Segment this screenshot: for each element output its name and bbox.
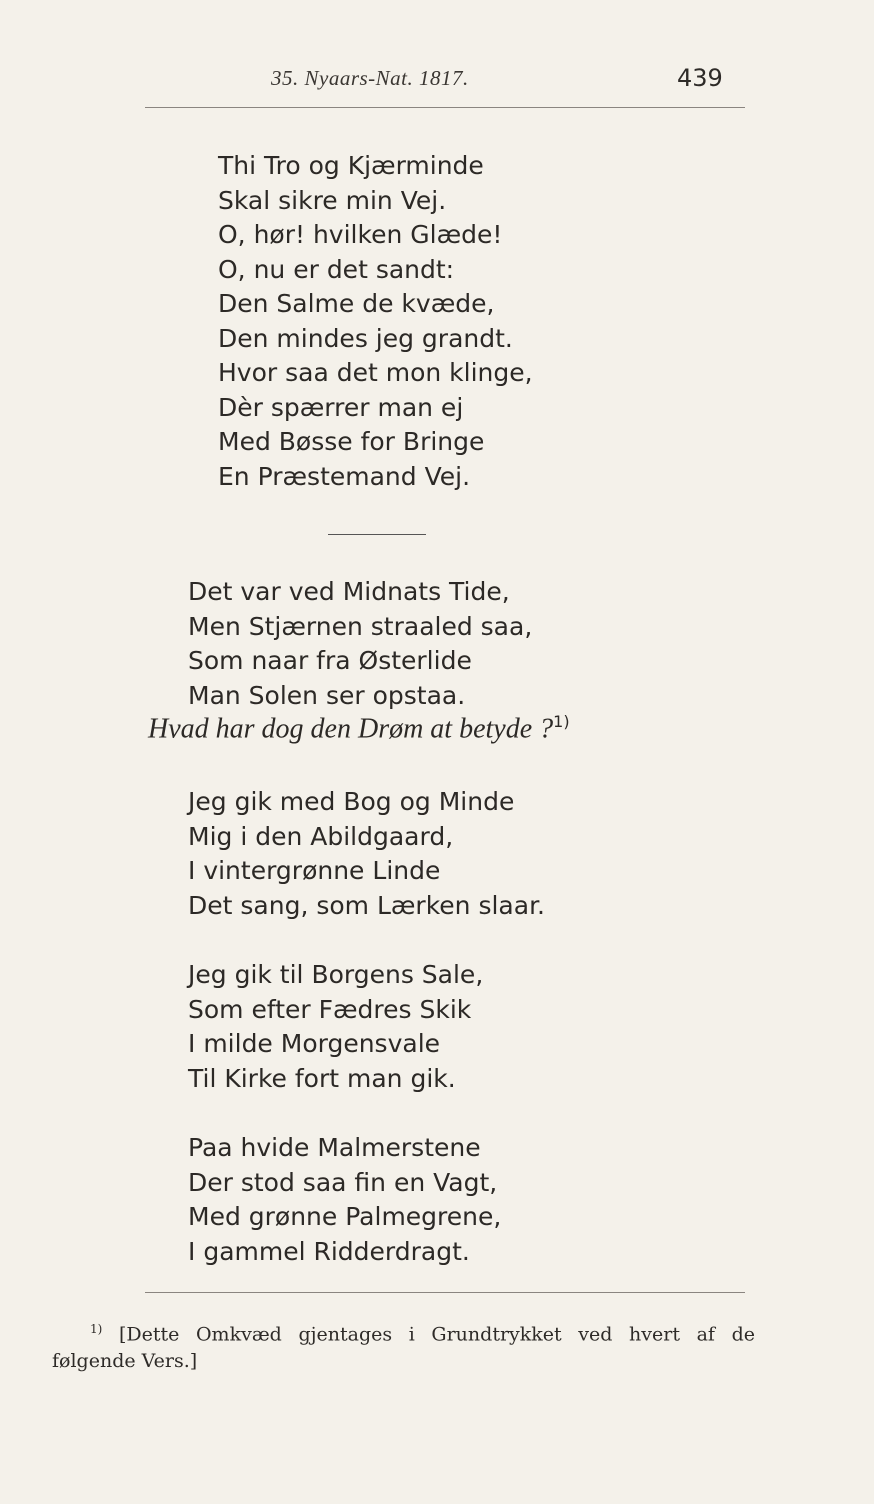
verse-line: Thi Tro og Kjærminde [218, 151, 484, 180]
verse-line: I gammel Ridderdragt. [188, 1236, 470, 1266]
stanza-1 [218, 149, 533, 494]
verse-line: I milde Morgensvale [188, 1029, 441, 1058]
running-head-title: 35. Nyaars-Nat. 1817. [271, 66, 469, 90]
section-divider [328, 534, 426, 535]
stanza-2 [188, 575, 532, 713]
footnote-line-1 [90, 1316, 755, 1348]
header-rule [145, 107, 745, 108]
verse-line: Som efter Fædres Skik [188, 994, 472, 1024]
verse-line: Hvor saa det mon klinge, [218, 358, 533, 387]
verse-line: Som naar fra Østerlide [188, 646, 472, 675]
refrain-line [148, 712, 570, 745]
verse-line: O, hør! hvilken Glæde! [218, 220, 503, 249]
verse-line: En Præstemand Vej. [218, 461, 471, 491]
footnote-marker: 1) [90, 1322, 103, 1336]
verse-line: Den mindes jeg grandt. [218, 323, 513, 353]
verse-line: Man Solen ser opstaa. [188, 680, 466, 710]
verse-line: Mig i den Abildgaard, [188, 821, 454, 851]
verse-line: Til Kirke fort man gik. [188, 1063, 456, 1093]
verse-line: Den Salme de kvæde, [218, 289, 495, 318]
verse-line: Det sang, som Lærken slaar. [188, 890, 546, 920]
stanza-4 [188, 958, 483, 1096]
stanza-3 [188, 785, 545, 923]
footnote-rule [145, 1292, 745, 1293]
footnote-text-2: følgende Vers.] [52, 1350, 198, 1373]
verse-line: Jeg gik til Borgens Sale, [188, 960, 484, 989]
running-head [0, 66, 874, 106]
verse-line: O, nu er det sandt: [218, 254, 455, 284]
page-number: 439 [677, 64, 723, 92]
verse-line: Med grønne Palmegrene, [188, 1202, 502, 1231]
verse-line: Det var ved Midnats Tide, [188, 577, 510, 606]
footnote-reference[interactable]: 1) [553, 712, 570, 731]
refrain-text: Hvad har dog den Drøm at betyde ? [148, 713, 554, 745]
verse-line: Jeg gik med Bog og Minde [188, 787, 515, 816]
verse-line: I vintergrønne Linde [188, 856, 441, 885]
verse-line: Skal sikre min Vej. [218, 185, 447, 215]
stanza-5 [188, 1131, 501, 1269]
verse-line: Dèr spærrer man ej [218, 392, 464, 422]
footnote [52, 1316, 755, 1375]
verse-line: Der stod saa fin en Vagt, [188, 1167, 498, 1197]
verse-line: Paa hvide Malmerstene [188, 1133, 481, 1162]
verse-line: Men Stjærnen straaled saa, [188, 611, 533, 641]
verse-line: Med Bøsse for Bringe [218, 427, 485, 456]
footnote-text-1: [Dette Omkvæd gjentages i Grundtrykket ved hvert af de [118, 1323, 755, 1346]
